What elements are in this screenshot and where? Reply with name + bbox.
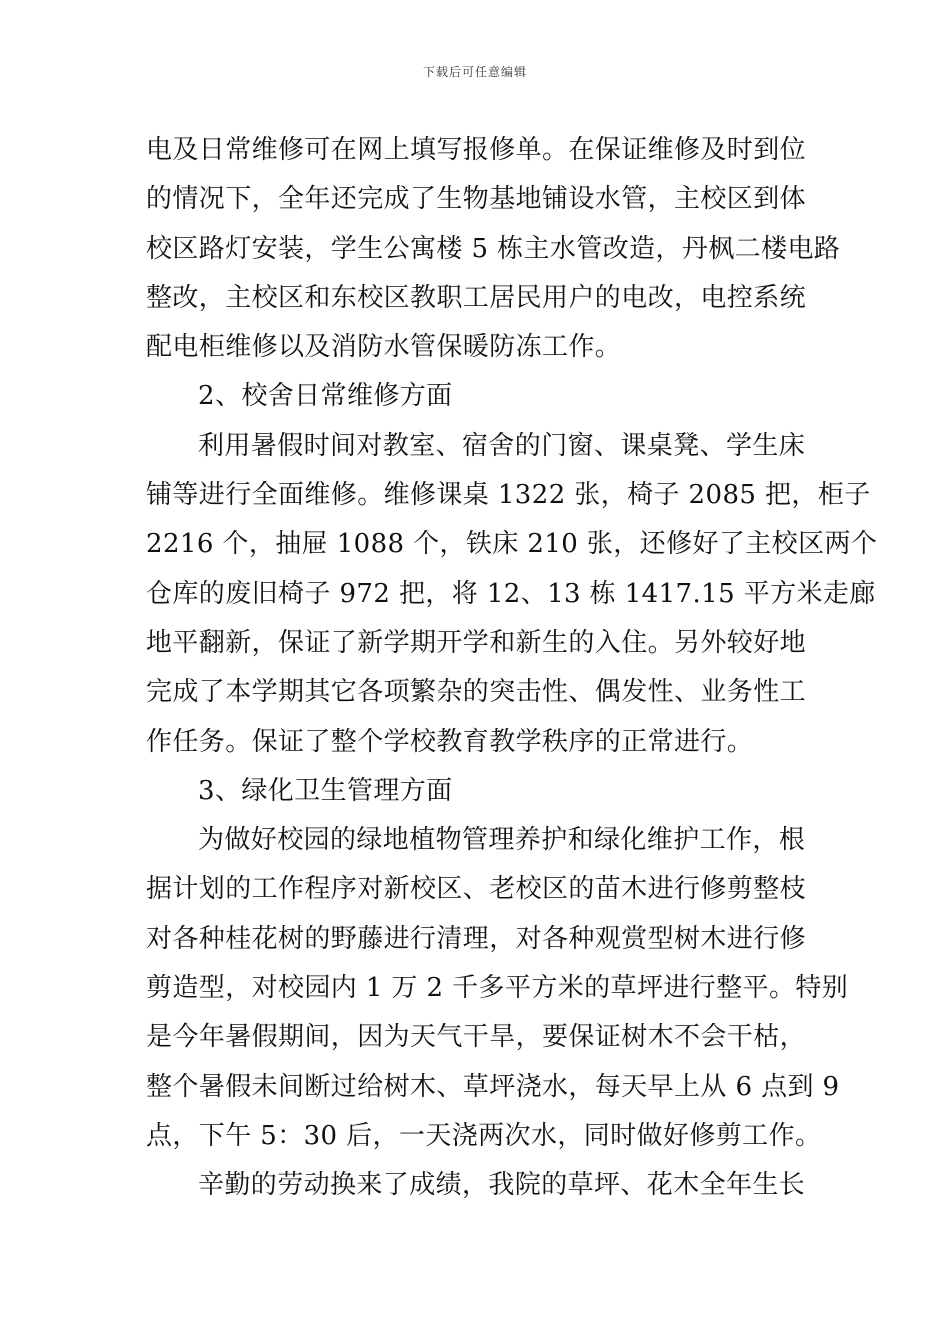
page-header: 下载后可任意编辑 xyxy=(422,65,527,79)
text-line: 校区路灯安装，学生公寓楼 5 栋主水管改造，丹枫二楼电路 xyxy=(146,233,841,264)
text-line: 整个暑假未间断过给树木、草坪浇水，每天早上从 6 点到 9 xyxy=(146,1071,840,1102)
text-line: 利用暑假时间对教室、宿舍的门窗、课桌凳、学生床 xyxy=(198,430,806,461)
text-line: 的情况下，全年还完成了生物基地铺设水管，主校区到体 xyxy=(146,184,807,215)
text-line: 配电柜维修以及消防水管保暖防冻工作。 xyxy=(146,332,622,363)
text-line: 作任务。保证了整个学校教育教学秩序的正常进行。 xyxy=(146,726,754,757)
text-line: 剪造型，对校园内 1 万 2 千多平方米的草坪进行整平。特别 xyxy=(146,973,849,1004)
section-heading: 3、绿化卫生管理方面 xyxy=(198,775,453,806)
text-line: 2216 个，抽屉 1088 个，铁床 210 张，还修好了主校区两个 xyxy=(146,529,878,560)
text-line: 据计划的工作程序对新校区、老校区的苗木进行修剪整枝 xyxy=(146,874,807,905)
text-line: 完成了本学期其它各项繁杂的突击性、偶发性、业务性工 xyxy=(146,677,807,708)
text-line: 铺等进行全面维修。维修课桌 1322 张，椅子 2085 把，柜子 xyxy=(146,480,871,511)
text-line: 对各种桂花树的野藤进行清理，对各种观赏型树木进行修 xyxy=(146,923,807,954)
text-line: 整改，主校区和东校区教职工居民用户的电改，电控系统 xyxy=(146,282,807,313)
text-line: 地平翻新，保证了新学期开学和新生的入住。另外较好地 xyxy=(146,627,807,658)
text-line: 仓库的废旧椅子 972 把，将 12、13 栋 1417.15 平方米走廊 xyxy=(146,578,876,609)
text-line: 点，下午 5：30 后，一天浇两次水，同时做好修剪工作。 xyxy=(146,1120,822,1151)
text-line: 电及日常维修可在网上填写报修单。在保证维修及时到位 xyxy=(146,135,807,165)
section-heading: 2、校舍日常维修方面 xyxy=(198,381,453,412)
text-line: 辛勤的劳动换来了成绩，我院的草坪、花木全年生长 xyxy=(198,1170,806,1201)
text-line: 是今年暑假期间，因为天气干旱，要保证树木不会干枯， xyxy=(146,1022,807,1053)
text-line: 为做好校园的绿地植物管理养护和绿化维护工作，根 xyxy=(198,825,806,856)
document-body xyxy=(146,126,878,1211)
